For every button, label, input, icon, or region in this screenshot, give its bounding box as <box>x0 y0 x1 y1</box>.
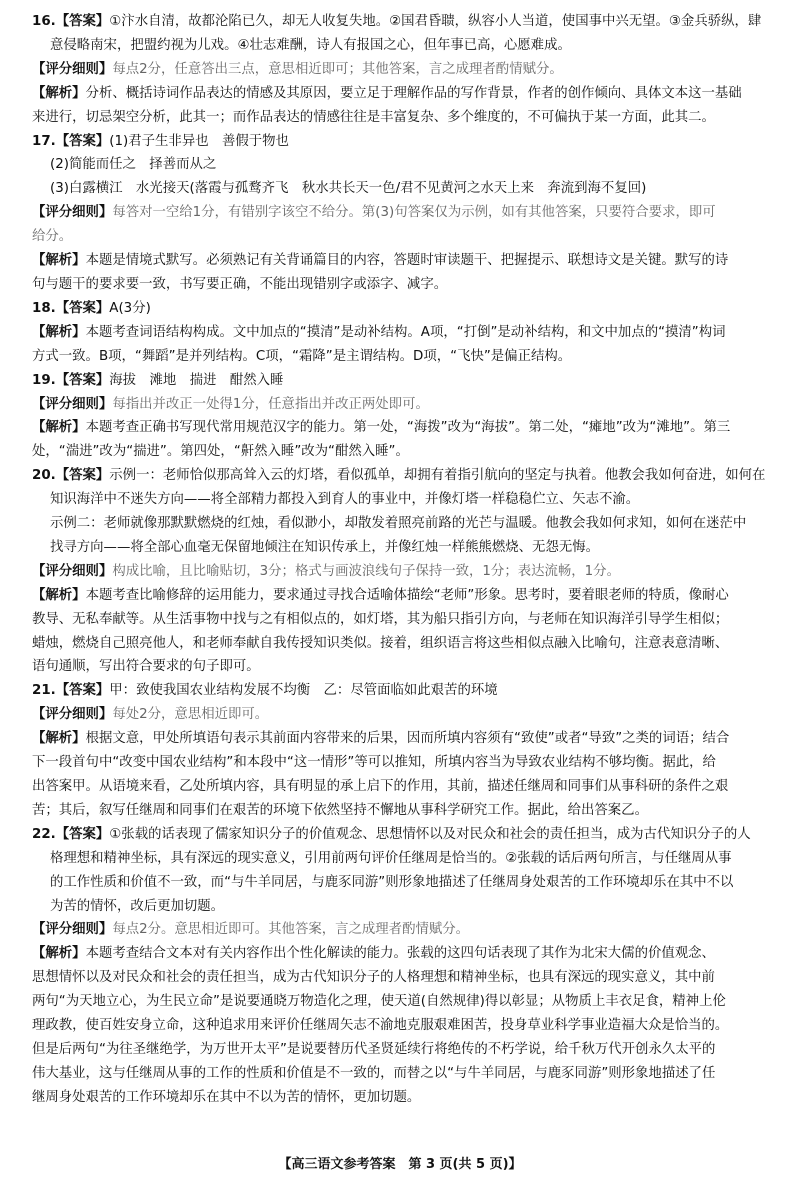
scoring-line <box>32 703 778 727</box>
answer-extra-line <box>32 512 778 536</box>
answer-line <box>32 34 778 58</box>
answer-tag: 【答案】 <box>55 14 110 29</box>
analysis-text: 伟大基业，这与任继周从事的工作的性质和价值是不一致的，而替之以“与牛羊同居，与鹿豕同游”则形象地描述了任 <box>32 1065 716 1081</box>
answer-extra-line <box>32 177 778 201</box>
analysis-text: 但是后两句“为往圣继绝学，为万世开太平”是说要替历代圣贤延续行将绝传的不朽学说，给千秋万代开创永久太平的 <box>32 1041 716 1057</box>
analysis-line <box>32 249 778 273</box>
answer-line <box>32 823 778 847</box>
analysis-line <box>32 273 778 297</box>
answer-entry-q21 <box>32 679 778 822</box>
analysis-tag: 【解析】 <box>32 420 86 436</box>
analysis-text: 本题考查正确书写现代常用规范汉字的能力。第一处，“海拨”改为“海拔”。第二处，“瘫地”改为“滩地”。第三 <box>85 420 731 436</box>
answer-entry-q16 <box>32 10 778 130</box>
answer-line <box>32 10 778 34</box>
analysis-text: 本题是情境式默写。必须熟记有关背诵篇目的内容，答题时审读题干、把握提示、联想诗文是关键。默写的诗 <box>85 253 729 269</box>
analysis-line <box>32 990 778 1014</box>
answer-text: 意侵略南宋，把盟约视为儿戏。④壮志难酬，诗人有报国之心，但年事已高，心愿难成。 <box>50 37 571 53</box>
scoring-line <box>32 58 778 82</box>
scoring-tag: 【评分细则】 <box>32 205 113 221</box>
question-number: 19. <box>32 372 56 388</box>
answer-entry-q19 <box>32 369 778 465</box>
analysis-line <box>32 1014 778 1038</box>
answer-text: 示例一：老师恰似那高耸入云的灯塔，看似孤单，却拥有着指引航向的坚定与执着。他教会我如何奋进，如何在 <box>109 468 766 484</box>
analysis-line <box>32 584 778 608</box>
answer-text: ①汴水自清，故都沦陷已久，却无人收复失地。②国君昏聩，纵容小人当道，使国事中兴无望。③金兵骄纵，肆 <box>109 14 762 29</box>
scoring-tag: 【评分细则】 <box>32 922 113 938</box>
answer-entry-q22 <box>32 823 778 1110</box>
answer-extra-text: 找寻方向——将全部心血毫无保留地倾注在知识传承上，并像红烛一样熊熊燃烧、无怨无悔。 <box>50 539 600 555</box>
answer-line <box>32 130 778 154</box>
analysis-text: 句与题干的要求要一致，书写要正确，不能出现错别字或添字、减字。 <box>32 276 448 292</box>
analysis-text: 本题考查结合文本对有关内容作出个性化解读的能力。张载的这四句话表现了其作为北宋大儒的价值观念、 <box>85 946 715 962</box>
scoring-text: 每点2分。意思相近即可。其他答案，言之成理者酌情赋分。 <box>112 922 470 938</box>
question-number: 16. <box>32 14 56 29</box>
answer-tag: 【答案】 <box>55 826 110 842</box>
answer-line <box>32 369 778 393</box>
answer-extra-line <box>32 536 778 560</box>
scoring-line <box>32 918 778 942</box>
analysis-line <box>32 655 778 679</box>
answer-line <box>32 679 778 703</box>
analysis-text: 根据文意，甲处所填语句表示其前面内容带来的后果，因而所填内容须有“致使”或者“导致”之类的词语；结合 <box>85 731 730 747</box>
analysis-text: 本题考查比喻修辞的运用能力，要求通过寻找合适喻体描绘“老师”形象。思考时，要着眼老师的特质，像耐心 <box>85 587 729 603</box>
answer-tag: 【答案】 <box>55 300 110 316</box>
analysis-line <box>32 321 778 345</box>
analysis-text: 苦；其后，叙写任继周和同事们在艰苦的环境下依然坚持不懈地从事科学研究工作。据此，给出答案乙。 <box>32 802 648 818</box>
answer-text: 知识海洋中不迷失方向——将全部精力都投入到育人的事业中，并像灯塔一样稳稳伫立、矢志不渝。 <box>50 492 640 508</box>
analysis-tag: 【解析】 <box>32 253 86 269</box>
analysis-line <box>32 727 778 751</box>
analysis-text: 理政教，使百姓安身立命，这种追求用来评价任继周矢志不渝地克服艰难困苦，投身草业科学事业造福大众是恰当的。 <box>32 1018 729 1034</box>
analysis-line <box>32 440 778 464</box>
scoring-line <box>32 225 778 249</box>
question-number: 18. <box>32 300 56 316</box>
analysis-line <box>32 1062 778 1086</box>
analysis-text: 蜡烛，燃烧自己照亮他人，和老师奉献自我传授知识类似。接着，组织语言将这些相似点融入比喻句，注意表意清晰、 <box>32 635 729 651</box>
analysis-text: 思想情怀以及对民众和社会的责任担当，成为古代知识分子的人格理想和精神坐标，也具有深远的现实意义，其中前 <box>32 970 715 986</box>
answer-tag: 【答案】 <box>55 683 110 699</box>
question-number: 20. <box>32 468 56 484</box>
answer-line <box>32 847 778 871</box>
scoring-text: 每答对一空给1分，有错别字该空不给分。第(3)句答案仅为示例，如有其他答案，只要符合要求，即可 <box>112 205 716 221</box>
answer-text: (1)君子生非异也 善假于物也 <box>109 133 289 149</box>
question-number: 17. <box>32 133 56 149</box>
analysis-text: 下一段首句中“改变中国农业结构”和本段中“这一情形”等可以推知，所填内容当为导致农业结构不够均衡。据此，给 <box>32 755 716 771</box>
analysis-text: 语句通顺，写出符合要求的句子即可。 <box>32 659 260 675</box>
scoring-tag: 【评分细则】 <box>32 396 113 412</box>
answer-extra-text: 示例二：老师就像那默默燃烧的红烛，看似渺小，却散发着照亮前路的光芒与温暖。他教会我如何求知，如何在迷茫中 <box>50 516 747 532</box>
scoring-text: 给分。 <box>32 229 73 245</box>
analysis-line <box>32 1038 778 1062</box>
answer-text: ①张载的话表现了儒家知识分子的价值观念、思想情怀以及对民众和社会的责任担当，成为古代知识分子的人 <box>109 826 751 842</box>
answer-line <box>32 464 778 488</box>
scoring-line <box>32 393 778 417</box>
page-footer: 【高三语文参考答案 第 3 页(共 5 页)】 <box>278 1157 522 1172</box>
scoring-text: 每指出并改正一处得1分，任意指出并改正两处即可。 <box>112 396 429 412</box>
scoring-tag: 【评分细则】 <box>32 563 113 579</box>
analysis-line <box>32 416 778 440</box>
answer-extra-text: (2)简能而任之 择善而从之 <box>50 157 217 173</box>
analysis-text: 本题考查词语结构构成。文中加点的“摸清”是动补结构。A项，“打倒”是动补结构，和文中加点的“摸清”构词 <box>85 324 726 340</box>
scoring-text: 每点2分，任意答出三点，意思相近即可；其他答案，言之成理者酌情赋分。 <box>112 61 563 77</box>
analysis-line <box>32 345 778 369</box>
analysis-tag: 【解析】 <box>32 731 86 747</box>
answer-entry-q18 <box>32 297 778 369</box>
analysis-text: 处，“湍进”改为“揣进”。第四处，“鼾然入睡”改为“酣然入睡”。 <box>32 444 409 460</box>
question-number: 21. <box>32 683 56 699</box>
answer-text: 海拔 滩地 揣进 酣然入睡 <box>109 372 284 388</box>
analysis-text: 两句“为天地立心，为生民立命”是说要通晓万物造化之理，使天道(自然规律)得以彰显；从物质上丰衣足食，精神上伦 <box>32 994 726 1010</box>
answer-line <box>32 488 778 512</box>
analysis-text: 来进行，切忌架空分析，此其一；而作品表达的情感往往是丰富复杂、多个维度的，不可偏执于某一方面，此其二。 <box>32 109 715 125</box>
analysis-tag: 【解析】 <box>32 946 86 962</box>
answer-tag: 【答案】 <box>55 133 110 149</box>
analysis-tag: 【解析】 <box>32 587 86 603</box>
analysis-line <box>32 632 778 656</box>
answer-text: 的工作性质和价值不一致，而“与牛羊同居，与鹿豕同游”则形象地描述了任继周身处艰苦的工作环境却乐在其中不以 <box>50 874 734 890</box>
analysis-line <box>32 775 778 799</box>
analysis-line <box>32 608 778 632</box>
answer-entry-q20 <box>32 464 778 679</box>
scoring-tag: 【评分细则】 <box>32 707 113 723</box>
answer-extra-line <box>32 153 778 177</box>
answer-line <box>32 871 778 895</box>
analysis-text: 出答案甲。从语境来看，乙处所填内容，具有明显的承上启下的作用，其前，描述任继周和同事们从事科研的条件之艰 <box>32 779 729 794</box>
analysis-text: 继周身处艰苦的工作环境却乐在其中不以为苦的情怀，更加切题。 <box>32 1089 421 1105</box>
analysis-line <box>32 1086 778 1110</box>
answer-entry-q17 <box>32 130 778 297</box>
answer-extra-text: (3)白露横江 水光接天(落霞与孤鹜齐飞 秋水共长天一色/君不见黄河之水天上来 奔流到海不复回) <box>50 181 647 197</box>
scoring-text: 构成比喻，且比喻贴切，3分；格式与画波浪线句子保持一致，1分；表达流畅，1分。 <box>112 563 620 579</box>
scoring-line <box>32 201 778 225</box>
answer-line <box>32 297 778 321</box>
analysis-tag: 【解析】 <box>32 85 86 101</box>
answer-text: 为苦的情怀，改后更加切题。 <box>50 898 225 914</box>
scoring-tag: 【评分细则】 <box>32 61 113 77</box>
analysis-line <box>32 751 778 775</box>
question-number: 22. <box>32 826 56 842</box>
analysis-text: 教导、无私奉献等。从生活事物中找与之有相似点的，如灯塔，其为船只指引方向，与老师在知识海洋引导学生相似； <box>32 611 729 627</box>
answer-text: 格理想和精神坐标，具有深远的现实意义，引用前两句评价任继周是恰当的。②张载的话后两句所言，与任继周从事 <box>50 850 732 866</box>
analysis-line <box>32 942 778 966</box>
analysis-line <box>32 82 778 106</box>
analysis-text: 方式一致。B项，“舞蹈”是并列结构。C项，“霜降”是主谓结构。D项，“飞快”是偏正结构。 <box>32 348 572 364</box>
answer-tag: 【答案】 <box>55 372 110 388</box>
answer-text: 甲：致使我国农业结构发展不均衡 乙：尽管面临如此艰苦的环境 <box>109 683 498 699</box>
answer-tag: 【答案】 <box>55 468 110 484</box>
scoring-line <box>32 560 778 584</box>
scoring-text: 每处2分，意思相近即可。 <box>112 707 269 723</box>
answer-text: A(3分) <box>109 300 151 316</box>
analysis-line <box>32 799 778 823</box>
answer-line <box>32 895 778 919</box>
analysis-line <box>32 966 778 990</box>
analysis-text: 分析、概括诗词作品表达的情感及其原因，要立足于理解作品的写作背景，作者的创作倾向、具体文本这一基础 <box>85 85 742 101</box>
analysis-line <box>32 106 778 130</box>
analysis-tag: 【解析】 <box>32 324 86 340</box>
